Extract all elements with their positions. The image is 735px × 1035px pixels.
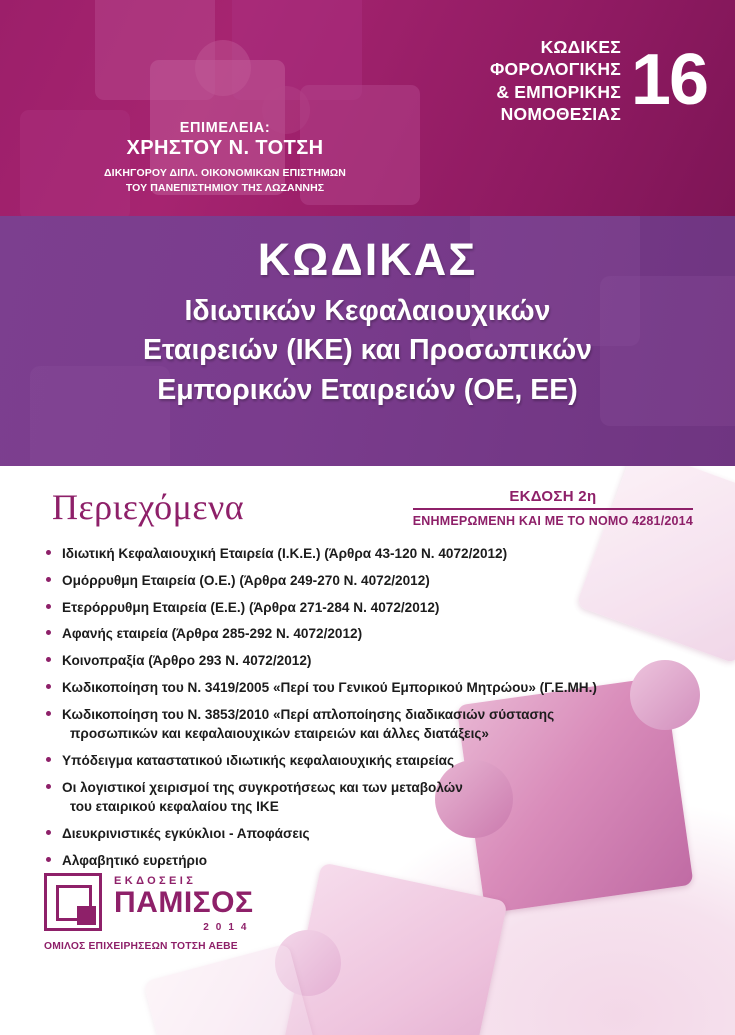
list-item	[46, 778, 696, 817]
header-band	[0, 0, 735, 216]
list-item	[46, 651, 696, 670]
editor-block	[0, 120, 450, 196]
bullet-icon	[46, 784, 51, 789]
contents-heading: Περιεχόμενα	[52, 487, 245, 527]
book-subtitle-line-1: Ιδιωτικών Κεφαλαιουχικών	[184, 295, 551, 327]
publisher-year: 2014	[203, 922, 254, 933]
series-lines	[490, 36, 631, 126]
list-item-text: Κωδικοποίηση του Ν. 3853/2010 «Περί απλοποίησης διαδικασιών σύστασης	[62, 706, 555, 722]
publisher-name: ΠΑΜΙΣΟΣ	[114, 886, 254, 919]
edition-badge	[413, 488, 693, 528]
bullet-icon	[46, 684, 51, 689]
publisher-logo	[44, 873, 304, 952]
list-item-text: Ομόρρυθμη Εταιρεία (Ο.Ε.) (Άρθρα 249-270 Ν. 4072/2012)	[62, 572, 430, 588]
list-item	[46, 624, 696, 643]
list-item-text: Ιδιωτική Κεφαλαιουχική Εταιρεία (Ι.Κ.Ε.) (Άρθρα 43-120 Ν. 4072/2012)	[62, 546, 508, 561]
series-line-3: & ΕΜΠΟΡΙΚΗΣ	[496, 81, 621, 102]
publisher-row	[44, 873, 304, 933]
decorative-puzzle-knob	[195, 40, 251, 96]
list-item-text: Διευκρινιστικές εγκύκλιοι - Αποφάσεις	[62, 825, 310, 841]
edition-number: ΕΚΔΟΣΗ 2η	[509, 488, 597, 505]
list-item	[46, 598, 696, 617]
bullet-icon	[46, 830, 51, 835]
bullet-icon	[46, 757, 51, 762]
contents-list	[46, 544, 696, 877]
book-subtitle	[0, 292, 735, 410]
bullet-icon	[46, 550, 51, 555]
list-item	[46, 678, 696, 697]
list-item-text: Υπόδειγμα καταστατικού ιδιωτικής κεφαλαιουχικής εταιρείας	[62, 752, 455, 768]
list-item	[46, 751, 696, 770]
edition-note: ΕΝΗΜΕΡΩΜΕΝΗ ΚΑΙ ΜΕ ΤΟ ΝΟΜΟ 4281/2014	[412, 514, 693, 528]
list-item-text-continued: του εταιρικού κεφαλαίου της ΙΚΕ	[70, 798, 279, 814]
book-subtitle-line-2: Εταιρειών (ΙΚΕ) και Προσωπικών	[142, 334, 592, 367]
list-item-text: Αλφαβητικό ευρετήριο	[62, 852, 208, 868]
publisher-mark-icon	[44, 873, 102, 931]
list-item	[46, 851, 696, 870]
bullet-icon	[46, 604, 51, 609]
bullet-icon	[46, 857, 51, 862]
series-number: 16	[630, 40, 707, 121]
editor-credentials-line-1: ΔΙΚΗΓΟΡΟΥ ΔΙΠΛ. ΟΙΚΟΝΟΜΙΚΩΝ ΕΠΙΣΤΗΜΩΝ	[104, 167, 346, 179]
list-item	[46, 544, 696, 563]
editor-credentials	[0, 166, 450, 196]
bullet-icon	[46, 711, 51, 716]
series-line-4: ΝΟΜΟΘΕΣΙΑΣ	[500, 104, 621, 125]
list-item	[46, 571, 696, 590]
publisher-group: ΟΜΙΛΟΣ ΕΠΙΧΕΙΡΗΣΕΩΝ ΤΟΤΣΗ ΑΕΒΕ	[44, 941, 238, 952]
list-item-text-continued: προσωπικών και κεφαλαιουχικών εταιρειών και άλλες διατάξεις»	[70, 726, 489, 742]
list-item-text: Κωδικοποίηση του Ν. 3419/2005 «Περί του Γενικού Εμπορικού Μητρώου» (Γ.Ε.ΜΗ.)	[62, 679, 597, 695]
book-subtitle-line-3: Εμπορικών Εταιρειών (ΟΕ, ΕΕ)	[157, 373, 578, 406]
editor-name: ΧΡΗΣΤΟΥ Ν. ΤΟΤΣΗ	[126, 137, 324, 159]
bullet-icon	[46, 630, 51, 635]
series-line-2: ΦΟΡΟΛΟΓΙΚΗΣ	[489, 59, 621, 80]
list-item-text: Αφανής εταιρεία (Άρθρα 285-292 Ν. 4072/2012)	[62, 626, 363, 642]
bullet-icon	[46, 577, 51, 582]
publisher-label: ΕΚΔΟΣΕΙΣ	[114, 875, 197, 887]
list-item	[46, 705, 696, 744]
list-item	[46, 824, 696, 843]
edition-divider	[413, 508, 693, 510]
editor-credentials-line-2: ΤΟΥ ΠΑΝΕΠΙΣΤΗΜΙΟΥ ΤΗΣ ΛΩΖΑΝΝΗΣ	[125, 182, 325, 195]
list-item-text: Ετερόρρυθμη Εταιρεία (Ε.Ε.) (Άρθρα 271-284 Ν. 4072/2012)	[62, 599, 440, 615]
series-mark	[490, 36, 707, 126]
publisher-text	[114, 873, 254, 933]
list-item-text: Κοινοπραξία (Άρθρο 293 Ν. 4072/2012)	[62, 653, 312, 669]
series-line-1: ΚΩΔΙΚΕΣ	[540, 37, 621, 57]
title-band	[0, 216, 735, 466]
list-item-text: Οι λογιστικοί χειρισμοί της συγκροτήσεως και των μεταβολών	[62, 779, 463, 795]
book-main-title: ΚΩΔΙΚΑΣ	[257, 234, 478, 285]
editor-label: ΕΠΙΜΕΛΕΙΑ:	[179, 120, 271, 136]
bullet-icon	[46, 657, 51, 662]
